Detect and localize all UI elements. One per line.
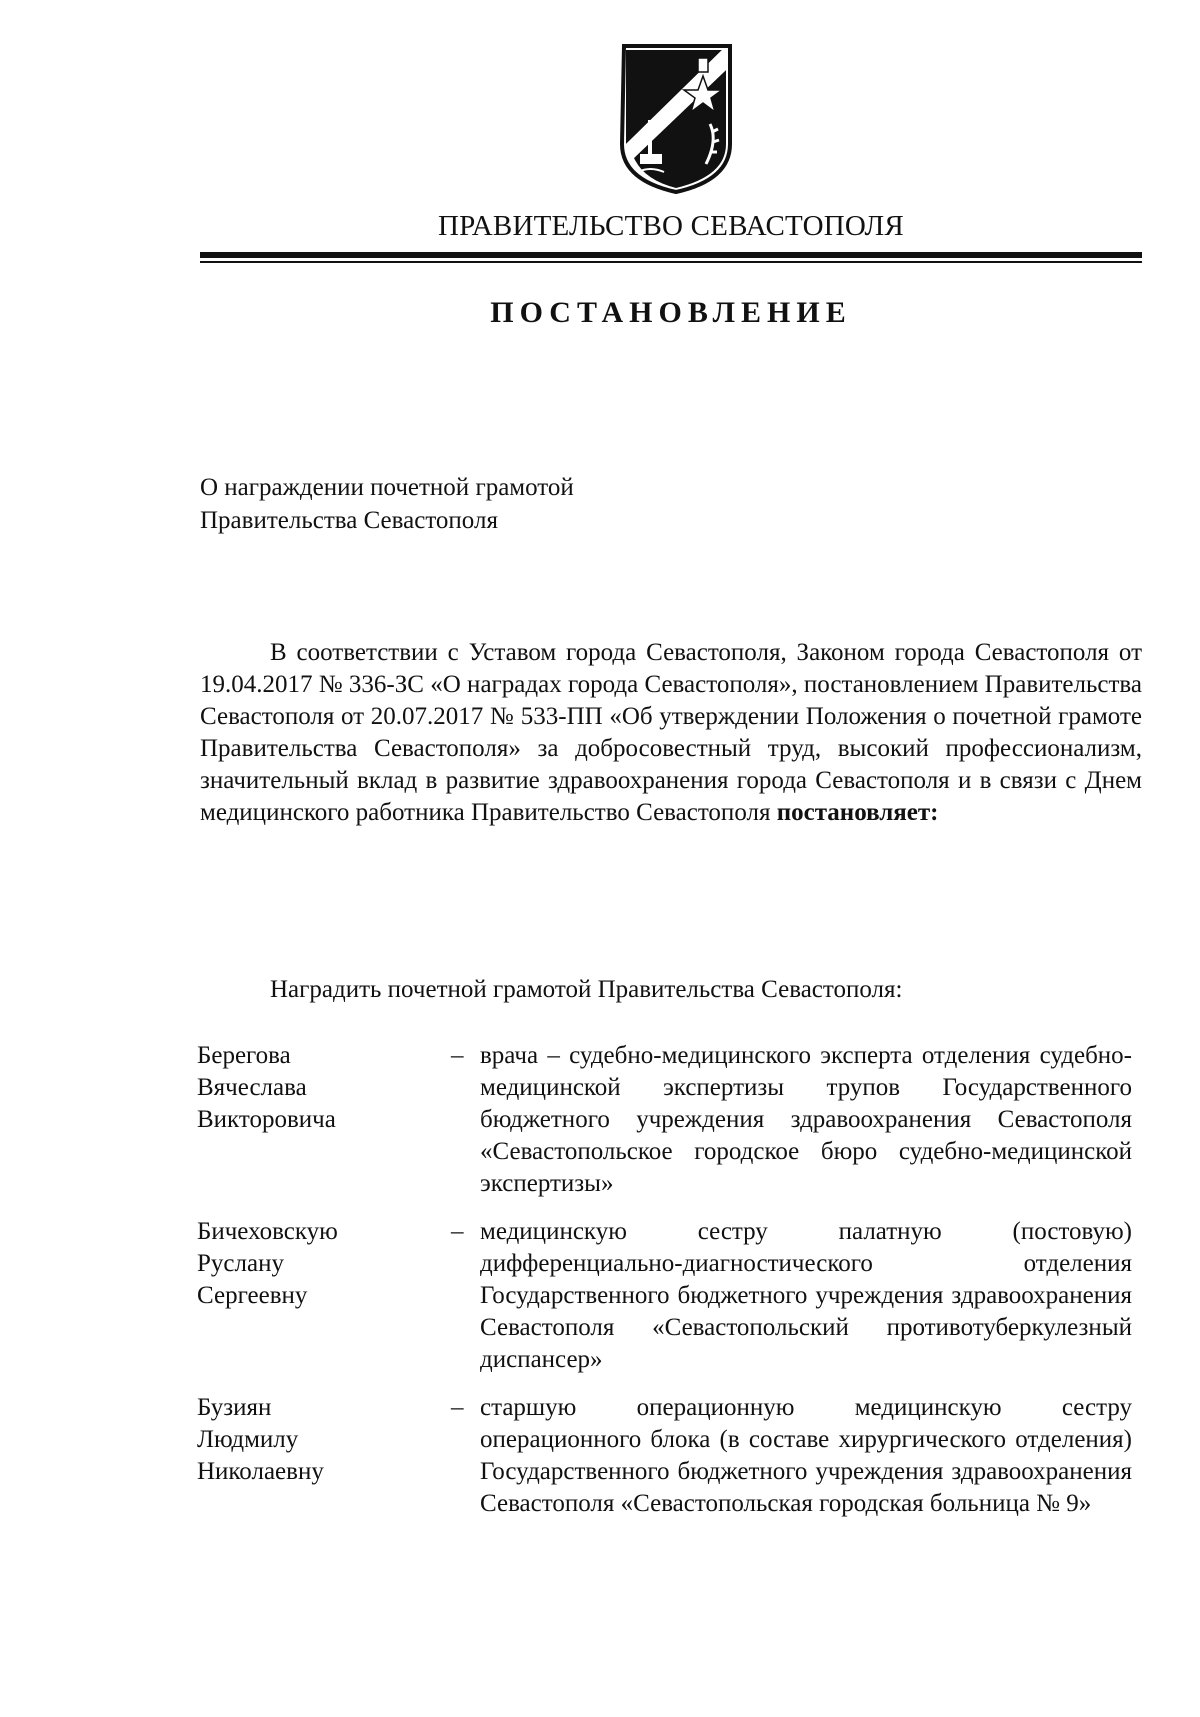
- header-rule-thin: [200, 261, 1142, 263]
- decision-word: постановляет:: [776, 799, 939, 826]
- awardee-entry: [197, 1216, 1132, 1381]
- awardee-entry: [197, 1392, 1132, 1557]
- preamble-text: В соответствии с Уставом города Севастополя, Законом города Севастополя от 19.04.2017 № 336-ЗС «О наградах города Севастополя», постановлением Правительства Севастополя от 20.07.2017 № 533-ПП «Об утверждении Положения о почетной грамоте Правительства Севастополя» за добросовестный труд, высокий профессионализм, значительный вклад в развитие здравоохранения города Севастополя и в связи с Днем медицинского работника Правительство Севастополя: [200, 639, 1142, 826]
- name-line: Бузиян: [197, 1394, 272, 1421]
- government-title: ПРАВИТЕЛЬСТВО СЕВАСТОПОЛЯ: [438, 210, 904, 242]
- order-statement: Наградить почетной грамотой Правительства Севастополя:: [270, 976, 903, 1003]
- name-line: Николаевну: [197, 1458, 324, 1485]
- awardee-description: медицинскую сестру палатную (постовую) дифференциально-диагностического отделения Государственного бюджетного учреждения здравоохранения Севастополя «Севастопольский противотуберкулезный диспансер»: [480, 1218, 1132, 1373]
- name-line: Вячеслава: [197, 1074, 307, 1101]
- name-line: Викторовича: [197, 1106, 336, 1133]
- name-line: Людмилу: [197, 1426, 299, 1453]
- name-line: Сергеевну: [197, 1282, 308, 1309]
- header-rule-thick: [200, 252, 1142, 258]
- name-line: Руслану: [197, 1250, 284, 1277]
- awardee-name: [197, 1392, 437, 1488]
- subject-line: О награждении почетной грамотой: [200, 474, 574, 501]
- subject-line: Правительства Севастополя: [200, 507, 498, 534]
- awardee-name: [197, 1040, 437, 1136]
- entry-dash: –: [451, 1218, 464, 1245]
- awardee-name: [197, 1216, 437, 1312]
- awardee-description: врача – судебно-медицинского эксперта отделения судебно-медицинской экспертизы трупов Государственного бюджетного учреждения здравоохранения Севастополя «Севастопольское городское бюро судебно-медицинской экспертизы»: [480, 1042, 1132, 1197]
- name-line: Берегова: [197, 1042, 291, 1069]
- coat-of-arms-icon: [614, 40, 738, 196]
- awardee-entry: [197, 1040, 1132, 1205]
- name-line: Бичеховскую: [197, 1218, 338, 1245]
- document-type: ПОСТАНОВЛЕНИЕ: [490, 296, 852, 329]
- document-subject: [200, 471, 574, 537]
- entry-dash: –: [451, 1042, 464, 1069]
- preamble-paragraph: [200, 637, 1142, 829]
- awardee-description: старшую операционную медицинскую сестру операционного блока (в составе хирургического отделения) Государственного бюджетного учреждения здравоохранения Севастополя «Севастопольская городская больница № 9»: [480, 1394, 1132, 1517]
- entry-dash: –: [451, 1394, 464, 1421]
